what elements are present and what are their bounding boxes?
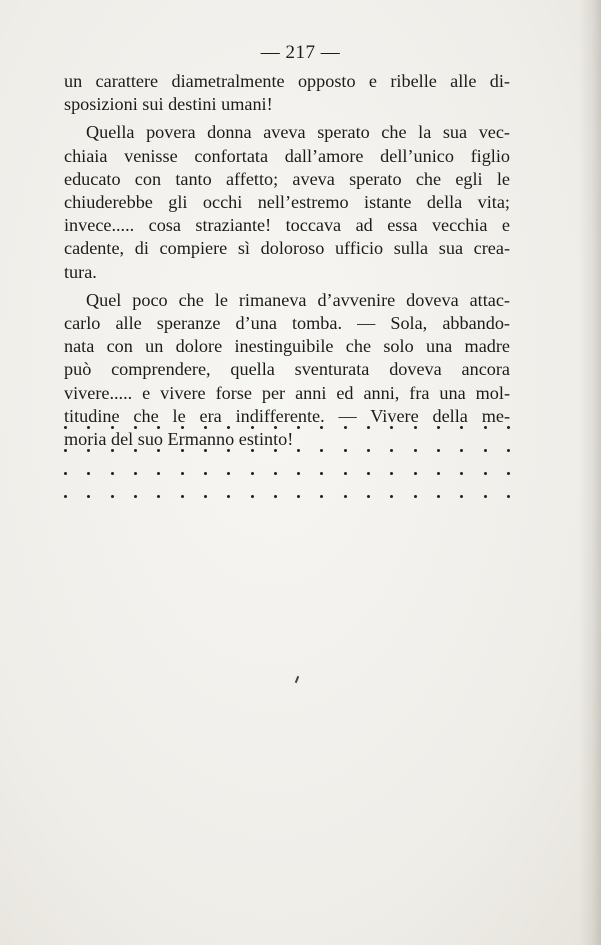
text-line: un carattere diametralmente opposto e ribelle alle di- [64, 71, 510, 91]
print-speck [295, 676, 299, 683]
dot-row [64, 485, 510, 508]
dot [344, 426, 347, 429]
dot [297, 495, 300, 498]
dot [484, 472, 487, 475]
text-line: può comprendere, quella sventurata doveva ancora [64, 359, 510, 380]
text-line: vivere..... e vivere forse per anni ed anni, fra una mol- [64, 382, 510, 403]
dot [344, 495, 347, 498]
dot-row [64, 416, 510, 439]
dot [414, 449, 417, 452]
dot [414, 472, 417, 475]
dot [157, 449, 160, 452]
dot [390, 495, 393, 498]
dot [367, 495, 370, 498]
text-line: chiuderebbe gli occhi nell’estremo istante della vita; [64, 192, 510, 213]
text-line: Quel poco che le rimaneva d’avvenire doveva attac- [86, 289, 510, 310]
dot [460, 426, 463, 429]
body-text [64, 70, 510, 451]
text-line: carlo alle speranze d’una tomba. — Sola, abbando- [64, 313, 510, 334]
dot [181, 449, 184, 452]
dot [274, 495, 277, 498]
dot [111, 449, 114, 452]
text-line: cadente, di compiere sì doloroso ufficio sulla sua crea- [64, 238, 510, 259]
text-line: Quella povera donna aveva sperato che la sua vec- [86, 122, 510, 143]
paragraph-2 [64, 121, 510, 283]
dot [181, 426, 184, 429]
dot [64, 495, 67, 498]
dot [367, 472, 370, 475]
text-line: moria del suo Ermanno estinto! [64, 429, 294, 450]
dot [64, 472, 67, 475]
dot [484, 426, 487, 429]
dot [251, 472, 254, 475]
text-line: sposizioni sui destini umani! [64, 94, 273, 115]
dot [507, 472, 510, 475]
dot [87, 495, 90, 498]
dot [157, 426, 160, 429]
dot [227, 472, 230, 475]
dot [414, 495, 417, 498]
dot [297, 472, 300, 475]
text-line: tura. [64, 261, 97, 282]
dot [134, 472, 137, 475]
dot [344, 449, 347, 452]
dot [484, 449, 487, 452]
dot [134, 449, 137, 452]
dot [111, 472, 114, 475]
text-line: educato con tanto affetto; aveva sperato che egli le [64, 168, 510, 189]
dot [157, 472, 160, 475]
dot [460, 449, 463, 452]
dot-row [64, 462, 510, 485]
dot [204, 495, 207, 498]
dot [64, 449, 67, 452]
dot [181, 495, 184, 498]
dot [460, 472, 463, 475]
dot [87, 472, 90, 475]
dot [157, 495, 160, 498]
dot [297, 426, 300, 429]
dot [390, 426, 393, 429]
dot [204, 472, 207, 475]
dot [111, 426, 114, 429]
dot [87, 426, 90, 429]
dot [507, 426, 510, 429]
dot [367, 426, 370, 429]
dot [251, 495, 254, 498]
dot [460, 495, 463, 498]
dot [251, 449, 254, 452]
dot [181, 472, 184, 475]
ellipsis-separator [64, 416, 510, 508]
text-line: titudine che le era indifferente. — Vivere della me- [64, 405, 510, 426]
page-edge-shadow [579, 0, 601, 945]
dot [320, 449, 323, 452]
dot [320, 426, 323, 429]
dot [437, 472, 440, 475]
dot [507, 449, 510, 452]
dot [111, 495, 114, 498]
dot [367, 449, 370, 452]
dot [414, 426, 417, 429]
text-line: nata con un dolore inestinguibile che solo una madre [64, 336, 510, 357]
dot [274, 426, 277, 429]
dot [87, 449, 90, 452]
dot [64, 426, 67, 429]
paragraph-1 [64, 70, 510, 116]
dot [251, 426, 254, 429]
dot [320, 495, 323, 498]
dot [204, 449, 207, 452]
dot [437, 495, 440, 498]
dot [297, 449, 300, 452]
dot [227, 449, 230, 452]
dot-row [64, 439, 510, 462]
dot [227, 495, 230, 498]
dot [484, 495, 487, 498]
dot [134, 426, 137, 429]
dot [507, 495, 510, 498]
dot [437, 449, 440, 452]
dot [227, 426, 230, 429]
dot [274, 472, 277, 475]
dot [390, 449, 393, 452]
dot [274, 449, 277, 452]
dot [320, 472, 323, 475]
text-line: invece..... cosa straziante! toccava ad essa vecchia e [64, 215, 510, 236]
dot [204, 426, 207, 429]
text-line: chiaia venisse confortata dall’amore dell’unico figlio [64, 145, 510, 166]
dot [390, 472, 393, 475]
page-number: — 217 — [260, 42, 341, 63]
dot [437, 426, 440, 429]
dot [344, 472, 347, 475]
dot [134, 495, 137, 498]
